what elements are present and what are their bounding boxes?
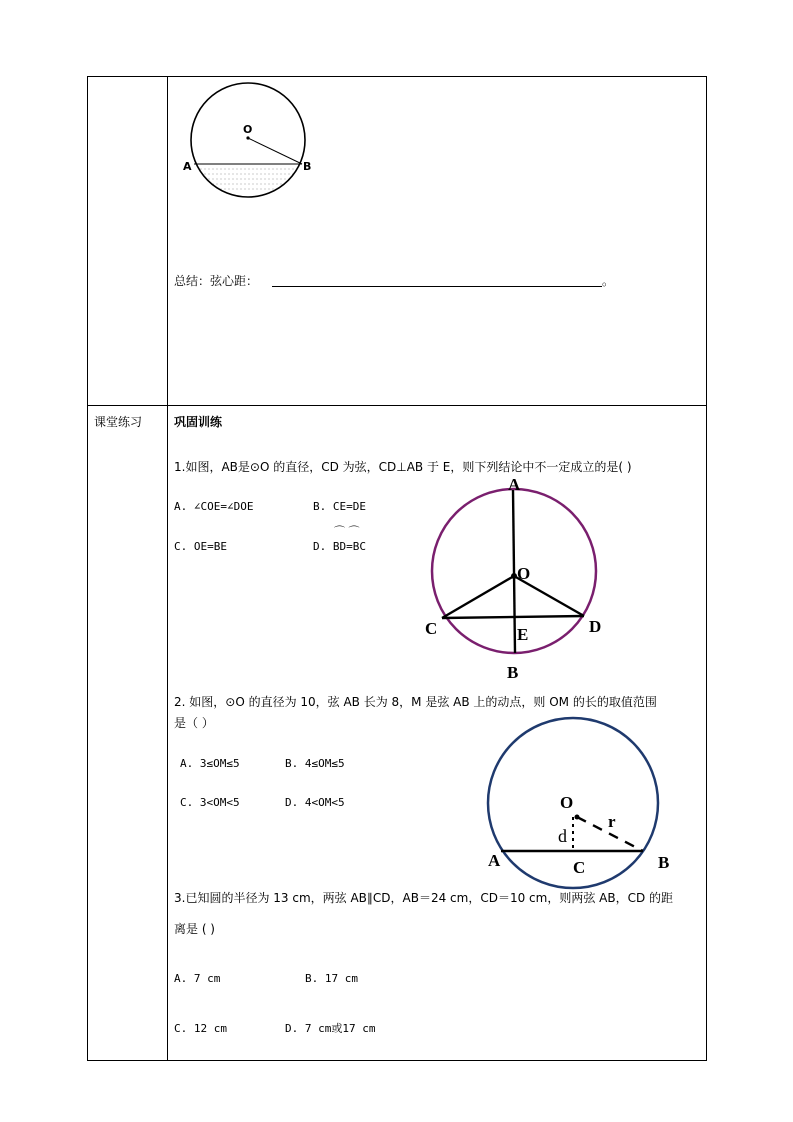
q1-option-b: B. CE=DE [313,500,366,513]
summary-label: 总结：弦心距： [174,274,259,288]
top-figure-label-o: O [243,123,253,136]
q1-label-b: B [507,663,519,682]
q1-label-e: E [517,625,529,644]
q3-stem-line1: 3.已知圆的半径为 13 cm，两弦 AB∥CD，AB＝24 cm，CD＝10 cm，则两弦 AB，CD 的距 [174,891,674,905]
summary-blank-line [272,286,602,287]
q3-option-a: A. 7 cm [174,972,221,985]
q1-option-a: A. ∠COE=∠DOE [174,500,254,513]
q1-option-c: C. OE=BE [174,540,227,553]
q2-label-a: A [488,851,501,870]
table-column-divider [167,76,168,1061]
q2-label-d: d [558,826,567,846]
q2-stem-line1: 2. 如图，⊙O 的直径为 10，弦 AB 长为 8，M 是弦 AB 上的动点，则 OM 的长的取值范围 [174,695,657,709]
q2-option-c: C. 3<OM<5 [180,796,240,809]
q1-label-a: A [508,475,521,494]
table-border-bottom [87,1060,707,1061]
q1-label-o: O [517,564,531,583]
q2-label-r: r [608,812,616,831]
q3-option-d: D. 7 cm或17 cm [285,1022,376,1035]
q1-label-d: D [589,617,602,636]
table-border-right [706,76,707,1061]
q3-option-c: C. 12 cm [174,1022,227,1035]
q1-label-c: C [425,619,438,638]
table-border-top [87,76,707,77]
q3-stem-line2: 离是 ( ) [174,922,215,936]
q1-arc-marks: ⌒ ⌒ [334,525,360,538]
summary-end: 。 [602,274,615,288]
q2-label-b: B [658,853,670,872]
section-heading: 巩固训练 [174,415,223,429]
table-border-left [87,76,88,1061]
section-label: 课堂练习 [94,415,143,429]
q1-option-d: D. BD=BC [313,540,366,553]
q2-label-o: O [560,793,574,812]
q2-option-d: D. 4<OM<5 [285,796,345,809]
q2-stem-line2: 是（ ） [174,716,214,730]
q2-option-a: A. 3≤OM≤5 [180,757,240,770]
top-figure-label-a: A [183,160,192,173]
q2-option-b: B. 4≤OM≤5 [285,757,345,770]
q1-stem: 1.如图，AB是⊙O 的直径，CD 为弦，CD⊥AB 于 E，则下列结论中不一定成立的是( ) [174,460,632,474]
top-figure-label-b: B [303,160,312,173]
table-row-divider [87,405,707,406]
q3-option-b: B. 17 cm [305,972,358,985]
q2-label-c: C [573,858,586,877]
